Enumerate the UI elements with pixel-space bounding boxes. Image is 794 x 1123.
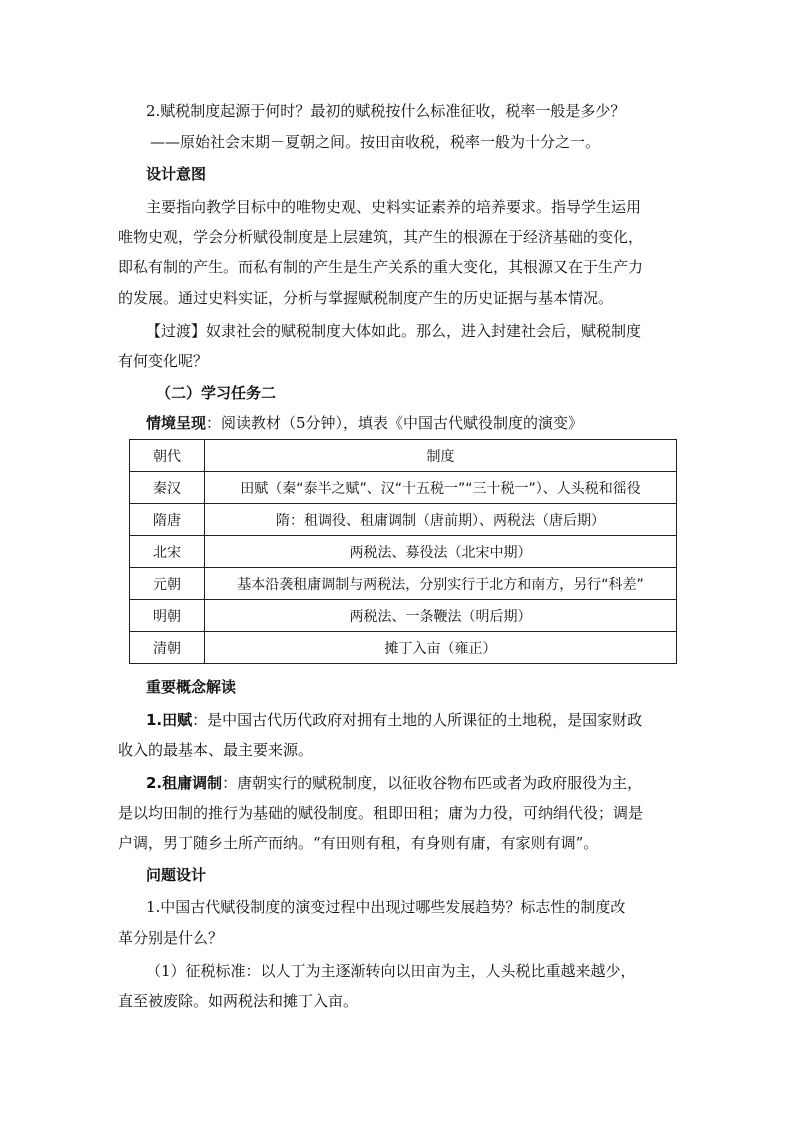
table-cell-dynasty: 清朝 — [130, 632, 205, 664]
table-cell-dynasty: 元朝 — [130, 568, 205, 600]
design-paragraph-2: 唯物史观，学会分析赋役制度是上层建筑，其产生的根源在于经济基础的变化， — [118, 228, 644, 246]
scene-text: ：阅读教材（5分钟），填表《中国古代赋役制度的演变》 — [206, 414, 584, 432]
table-row — [130, 568, 677, 600]
design-paragraph-1: 主要指向教学目标中的唯物史观、史料实证素养的培养要求。指导学生运用 — [146, 198, 642, 216]
concept-1-label: 1.田赋 — [146, 711, 193, 729]
concept-title: 重要概念解读 — [146, 678, 237, 696]
concept-2-continued-1: 是以均田制的推行为基础的赋役制度。租即田租；庸为力役，可纳绢代役；调是 — [118, 804, 644, 822]
table-cell-dynasty: 隋唐 — [130, 504, 205, 536]
concept-2-label: 2.租庸调制 — [146, 774, 223, 792]
table-header-dynasty: 朝代 — [130, 440, 205, 472]
table-cell-system: 基本沿袭租庸调制与两税法，分别实行于北方和南方，另行“科差” — [205, 568, 677, 600]
table-cell-system: 摊丁入亩（雍正） — [205, 632, 677, 664]
problem-1-answer-1: （1）征税标准：以人丁为主逐渐转向以田亩为主，人头税比重越来越少， — [146, 962, 636, 980]
table-cell-system: 田赋（秦“泰半之赋”、汉“十五税一”“三十税一”）、人头税和徭役 — [205, 472, 677, 504]
question-2: 2.赋税制度起源于何时？最初的赋税按什么标准征收，税率一般是多少？ — [146, 102, 626, 120]
table-row — [130, 632, 677, 664]
table-cell-dynasty: 秦汉 — [130, 472, 205, 504]
table-cell-system: 两税法、募役法（北宋中期） — [205, 536, 677, 568]
answer-2: ——原始社会末期－夏朝之间。按田亩收税，税率一般为十分之一。 — [150, 133, 601, 151]
problem-1-line-2: 革分别是什么？ — [118, 929, 224, 947]
concept-2-line — [146, 772, 676, 794]
scene-label: 情境呈现 — [146, 414, 207, 432]
table-cell-system: 隋：租调役、租庸调制（唐前期）、两税法（唐后期） — [205, 504, 677, 536]
concept-1-continued: 收入的最基本、最主要来源。 — [118, 741, 314, 759]
task-title: （二）学习任务二 — [156, 384, 277, 402]
transition-line-1: 【过渡】奴隶社会的赋税制度大体如此。那么，进入封建社会后，赋税制度 — [146, 322, 642, 340]
table-cell-system: 两税法、一条鞭法（明后期） — [205, 600, 677, 632]
problem-title: 问题设计 — [146, 866, 207, 884]
table-cell-dynasty: 明朝 — [130, 600, 205, 632]
table-row — [130, 600, 677, 632]
design-paragraph-3: 即私有制的产生。而私有制的产生是生产关系的重大变化，其根源又在于生产力 — [118, 258, 644, 276]
design-paragraph-4: 的发展。通过史料实证，分析与掌握赋税制度产生的历史证据与基本情况。 — [118, 289, 614, 307]
table-header-row — [130, 440, 677, 472]
concept-2-text: ：唐朝实行的赋税制度，以征收谷物布匹或者为政府服役为主， — [222, 774, 643, 792]
table-row — [130, 536, 677, 568]
table-row — [130, 472, 677, 504]
concept-1-text: ：是中国古代历代政府对拥有土地的人所课征的土地税，是国家财政 — [192, 711, 643, 729]
concept-1-line — [146, 709, 676, 731]
scene-line — [146, 412, 676, 434]
problem-1-line-1: 1.中国古代赋役制度的演变过程中出现过哪些发展趋势？标志性的制度改 — [146, 898, 626, 916]
transition-line-2: 有何变化呢？ — [118, 352, 209, 370]
taxation-table — [129, 439, 677, 664]
concept-2-continued-2: 户调，男丁随乡土所产而纳。“有田则有租，有身则有庸，有家则有调”。 — [118, 834, 599, 852]
table-header-system: 制度 — [205, 440, 677, 472]
problem-1-answer-2: 直至被废除。如两税法和摊丁入亩。 — [118, 992, 359, 1010]
design-title: 设计意图 — [146, 165, 207, 183]
table-cell-dynasty: 北宋 — [130, 536, 205, 568]
table-row — [130, 504, 677, 536]
